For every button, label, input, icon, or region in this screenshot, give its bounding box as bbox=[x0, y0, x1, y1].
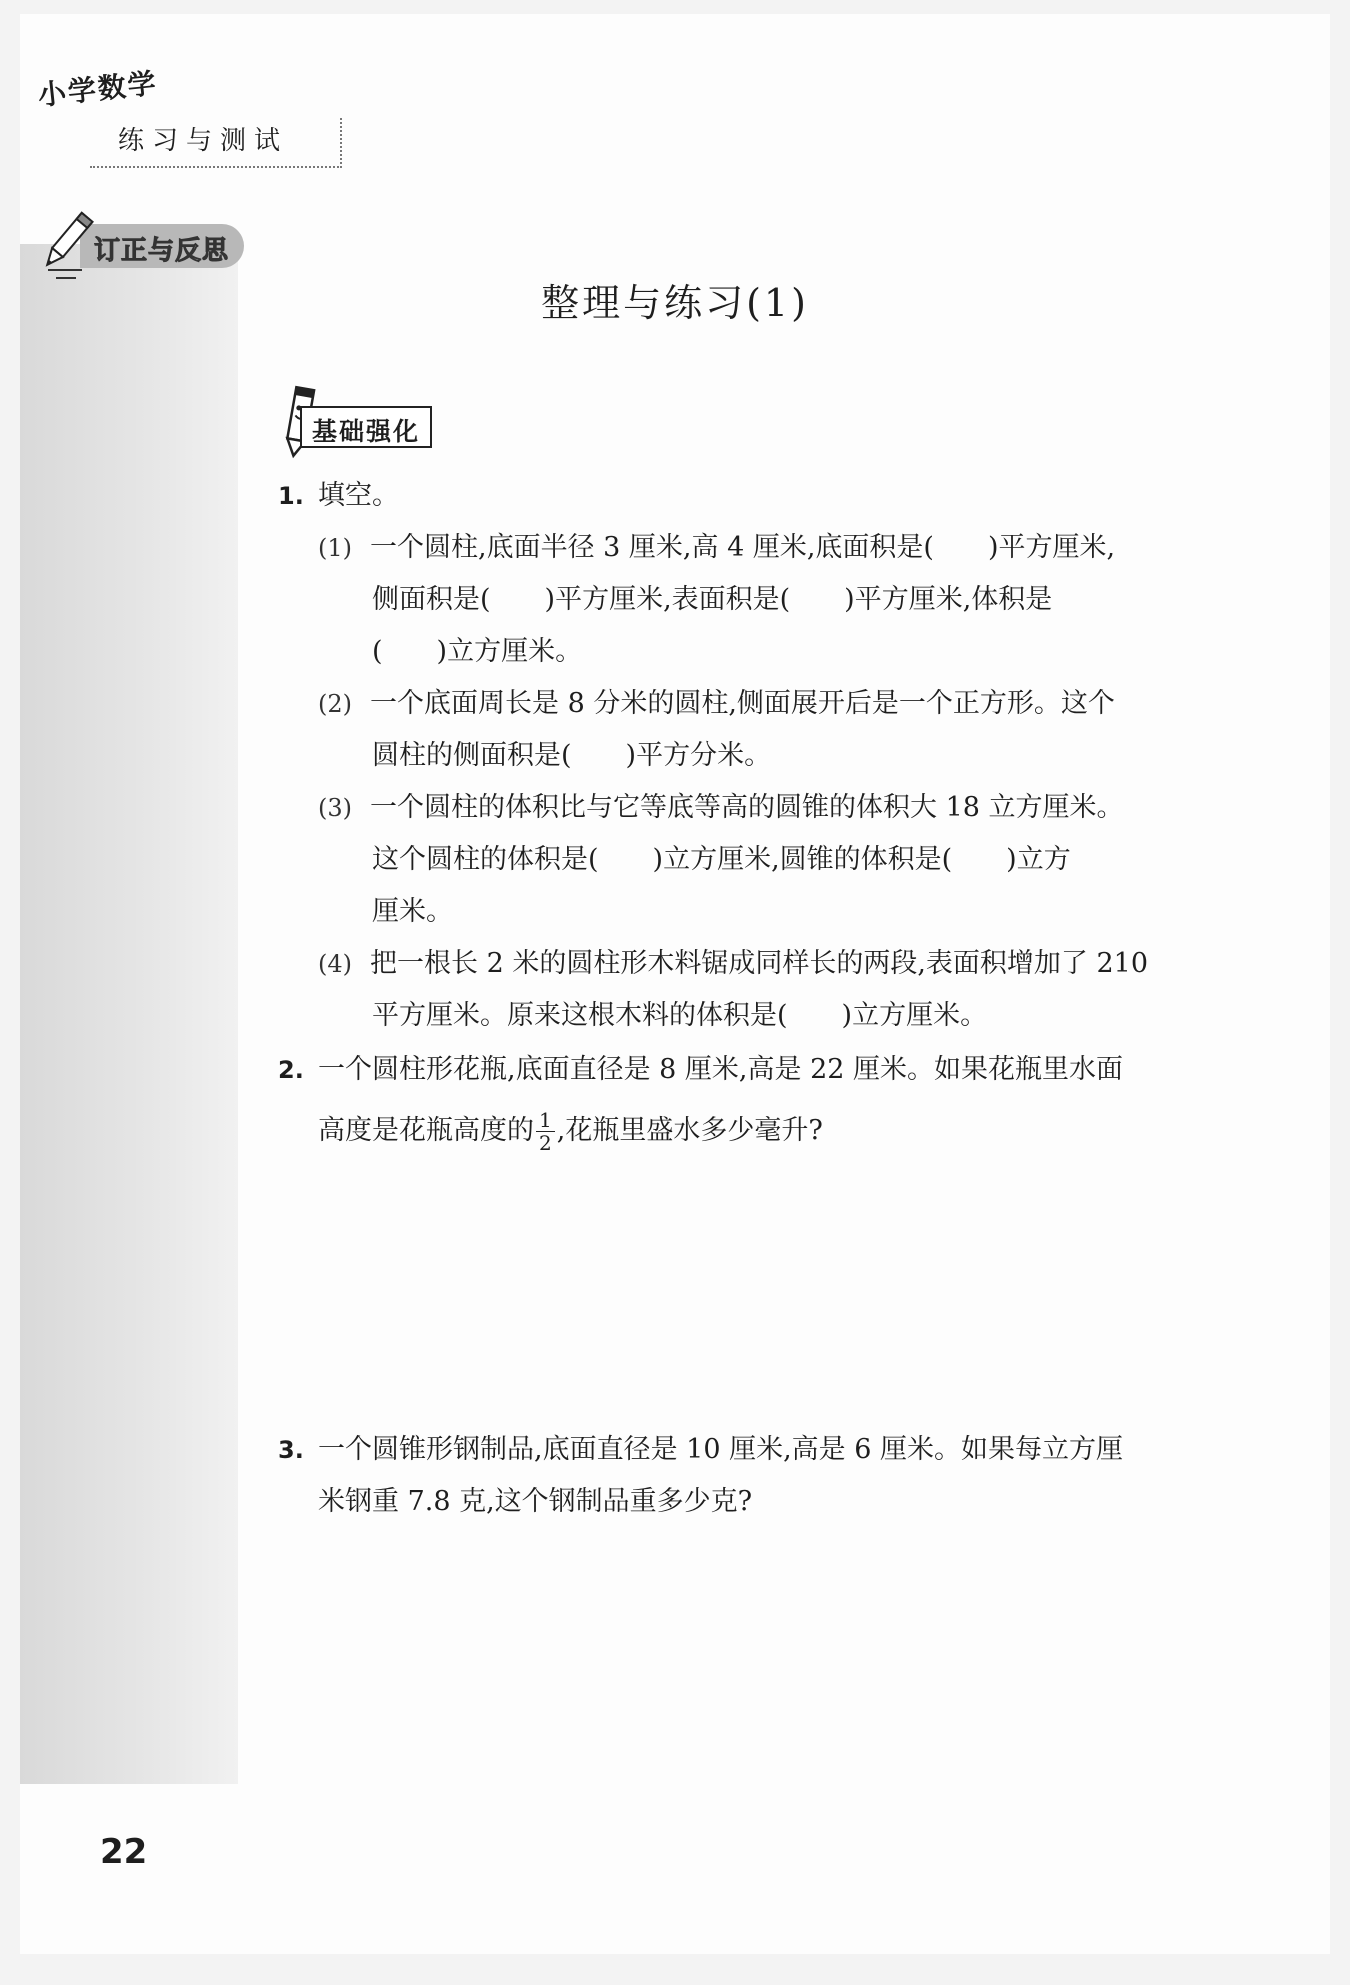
correction-margin bbox=[20, 244, 238, 1784]
question-1-part-2 bbox=[278, 678, 1243, 730]
page-title: 整理与练习(1) bbox=[541, 281, 809, 325]
workbook-page bbox=[20, 14, 1330, 1954]
question-1 bbox=[278, 470, 1243, 522]
fraction-numerator: 1 bbox=[536, 1109, 555, 1132]
series-subtitle: 练习与测试 bbox=[118, 126, 289, 156]
part-text: 把一根长 2 米的圆柱形木料锯成同样长的两段,表面积增加了 210 bbox=[370, 948, 1149, 979]
answer-space bbox=[278, 1166, 1243, 1424]
section-label-box bbox=[300, 406, 432, 448]
part-text: 一个底面周长是 8 分米的圆柱,侧面展开后是一个正方形。这个 bbox=[370, 688, 1115, 719]
part-text: 一个圆柱,底面半径 3 厘米,高 4 厘米,底面积是( )平方厘米, bbox=[370, 532, 1116, 563]
question-text: 高度是花瓶高度的 bbox=[318, 1115, 534, 1146]
part-text-line: 圆柱的侧面积是( )平方分米。 bbox=[372, 740, 772, 771]
series-subtitle-box bbox=[90, 118, 342, 168]
question-2-line-2 bbox=[278, 1096, 1243, 1166]
part-text-line: 厘米。 bbox=[372, 896, 453, 927]
page-number: 22 bbox=[100, 1832, 148, 1872]
question-number: 2. bbox=[278, 1056, 304, 1084]
part-text-line: ( )立方厘米。 bbox=[372, 636, 583, 667]
question-1-part-3 bbox=[278, 782, 1243, 834]
question-number: 1. bbox=[278, 482, 304, 510]
section-label-text: 基础强化 bbox=[312, 417, 421, 446]
question-text: 一个圆柱形花瓶,底面直径是 8 厘米,高是 22 厘米。如果花瓶里水面 bbox=[318, 1054, 1124, 1085]
part-number: (1) bbox=[318, 534, 352, 562]
question-text-line: 米钢重 7.8 克,这个钢制品重多少克? bbox=[318, 1486, 753, 1517]
question-text: ,花瓶里盛水多少毫升? bbox=[556, 1115, 823, 1146]
question-3 bbox=[278, 1424, 1243, 1476]
question-1-part-1 bbox=[278, 522, 1243, 574]
question-1-part-4 bbox=[278, 938, 1243, 990]
part-text-line: 这个圆柱的体积是( )立方厘米,圆锥的体积是( )立方 bbox=[372, 844, 1071, 875]
correction-tab-label: 订正与反思 bbox=[94, 236, 230, 266]
fraction-one-half bbox=[536, 1109, 555, 1154]
part-text-line: 平方厘米。原来这根木料的体积是( )立方厘米。 bbox=[372, 1000, 988, 1031]
question-number: 3. bbox=[278, 1436, 304, 1464]
part-number: (3) bbox=[318, 794, 352, 822]
part-text-line: 侧面积是( )平方厘米,表面积是( )平方厘米,体积是 bbox=[372, 584, 1053, 615]
question-2 bbox=[278, 1044, 1243, 1096]
part-number: (2) bbox=[318, 690, 352, 718]
part-number: (4) bbox=[318, 950, 352, 978]
part-text: 一个圆柱的体积比与它等底等高的圆锥的体积大 18 立方厘米。 bbox=[370, 792, 1124, 823]
question-text: 一个圆锥形钢制品,底面直径是 10 厘米,高是 6 厘米。如果每立方厘 bbox=[318, 1434, 1124, 1465]
question-text: 填空。 bbox=[318, 480, 399, 511]
exercise-content bbox=[278, 470, 1243, 1528]
fraction-denominator: 2 bbox=[539, 1131, 552, 1155]
series-brand: 小学数学 bbox=[36, 66, 160, 112]
